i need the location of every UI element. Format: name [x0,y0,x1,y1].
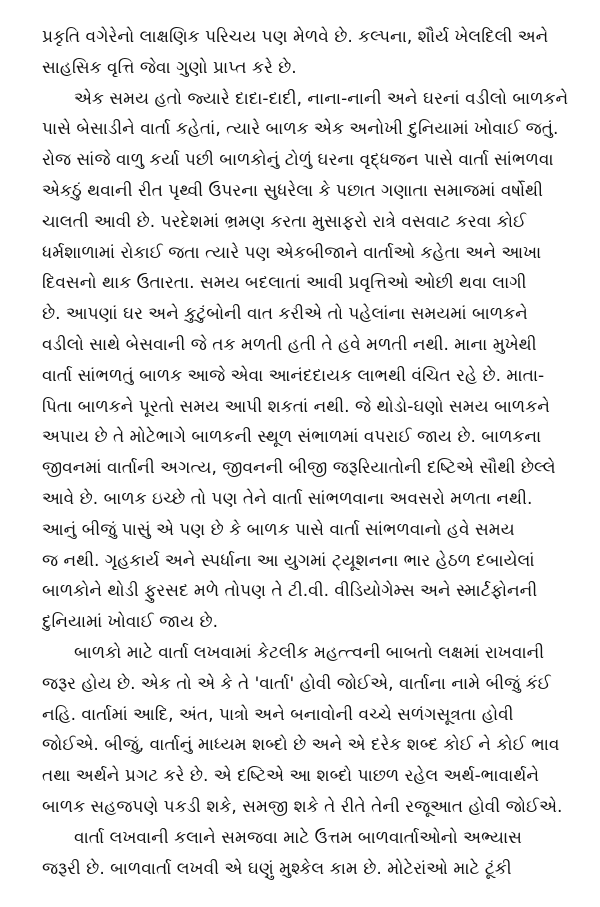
text-line: અપાય છે તે મોટેભાગે બાળકની સ્થૂળ સંભાળમાં વપરાઈ જાય છે. બાળકના [42,427,542,448]
text-line: બાળકો માટે વાર્તા લખવામાં કેટલીક મહત્ત્વની બાબતો લક્ષમાં રાખવાની [74,642,545,663]
paragraph-1 [42,22,570,84]
text-line: જરૂર હોય છે. એક તો એ કે તે 'વાર્તા' હોવી જોઈએ, વાર્તાના નામે બીજું કંઈ [42,673,551,694]
text-line: સાહસિક વૃત્તિ જેવા ગુણો પ્રાપ્ત કરે છે. [42,57,297,78]
text-line: જોઈએ. બીજું, વાર્તાનું માધ્યમ શબ્દો છે અને એ દરેક શબ્દ કોઈ ને કોઈ ભાવ [42,735,560,756]
text-line: દિવસનો થાક ઉતારતા. સમય બદલાતાં આવી પ્રવૃત્તિઓ ઓછી થવા લાગી [42,273,527,294]
paragraph-4 [42,823,570,885]
text-line: જીવનમાં વાર્તાની અગત્ય, જીવનની બીજી જરૂરિયાતોની દષ્ટિએ સૌથી છેલ્લે [42,458,556,479]
text-line: વાર્તા લખવાની કલાને સમજવા માટે ઉત્તમ બાળવાર્તાઓનો અભ્યાસ [74,827,522,848]
text-line: પ્રકૃતિ વગેરેનો લાક્ષણિક પરિચય પણ મેળવે છે. કલ્પના, શૌર્ય ખેલદિલી અને [42,27,549,47]
text-line: પાસે બેસાડીને વાર્તા કહેતાં, ત્યારે બાળક એક અનોખી દુનિયામાં ખોવાઈ જતું. [42,119,559,140]
text-line: તથા અર્થને પ્રગટ કરે છે. એ દષ્ટિએ આ શબ્દો પાછળ રહેલ અર્થ-ભાવાર્થને [42,766,540,787]
text-line: જરૂરી છે. બાળવાર્તા લખવી એ ઘણું મુશ્કેલ કામ છે. મોટેરાંઓ માટે ટૂંકી [42,858,512,879]
text-line: રોજ સાંજે વાળુ કર્યા પછી બાળકોનું ટોળું ઘરના વૃદ્ધજન પાસે વાર્તા સાંભળવા [42,150,554,171]
text-line: આવે છે. બાળક ઇચ્છે તો પણ તેને વાર્તા સાંભળવાના અવસરો મળતા નથી. [42,488,533,509]
text-line: આનું બીજું પાસું એ પણ છે કે બાળક પાસે વાર્તા સાંભળવાનો હવે સમય [42,519,515,540]
text-line: વડીલો સાથે બેસવાની જે તક મળતી હતી તે હવે મળતી નથી. માના મુખેથી [42,334,537,355]
text-line: પિતા બાળકને પૂરતો સમય આપી શકતાં નથી. જે થોડો-ઘણો સમય બાળકને [42,396,550,417]
paragraph-2 [42,84,570,638]
text-line: એક સમય હતો જ્યારે દાદા-દાદી, નાના-નાની અને ઘરનાં વડીલો બાળકને [74,88,569,109]
text-line: છે. આપણાં ઘર અને કુટુંબોની વાત કરીએ તો પહેલાંના સમયમાં બાળકને [42,304,528,325]
text-line: વાર્તા સાંભળતું બાળક આજે એવા આનંદદાયક લાભથી વંચિત રહે છે. માતા- [42,365,545,386]
text-line: જ નથી. ગૃહકાર્ય અને સ્પર્ધાના આ યુગમાં ટ્યૂશનના ભાર હેઠળ દબાયેલાં [42,550,535,571]
text-line: બાળકોને થોડી ફુરસદ મળે તોપણ તે ટી.વી. વીડિયોગેમ્સ અને સ્માર્ટફોનની [42,581,538,602]
text-line: એકઠું થવાની રીત પૃથ્વી ઉપરના સુધરેલા કે પછાત ગણાતા સમાજમાં વર્ષોથી [42,180,543,201]
text-line: બાળક સહજપણે પકડી શકે, સમજી શકે તે રીતે તેની રજૂઆત હોવી જોઈએ. [42,796,563,817]
text-line: ધર્મશાળામાં રોકાઈ જતા ત્યારે પણ એકબીજાને વાર્તાઓ કહેતા અને આખા [42,242,542,263]
text-line: નહિ. વાર્તામાં આદિ, અંત, પાત્રો અને બનાવોની વચ્ચે સળંગસૂત્રતા હોવી [42,704,514,725]
paragraph-3 [42,638,570,823]
text-line: દુનિયામાં ખોવાઈ જાય છે. [42,612,219,633]
text-line: ચાલતી આવી છે. પરદેશમાં ભ્રમણ કરતા મુસાફરો રાત્રે વસવાટ કરવા કોઈ [42,211,527,232]
